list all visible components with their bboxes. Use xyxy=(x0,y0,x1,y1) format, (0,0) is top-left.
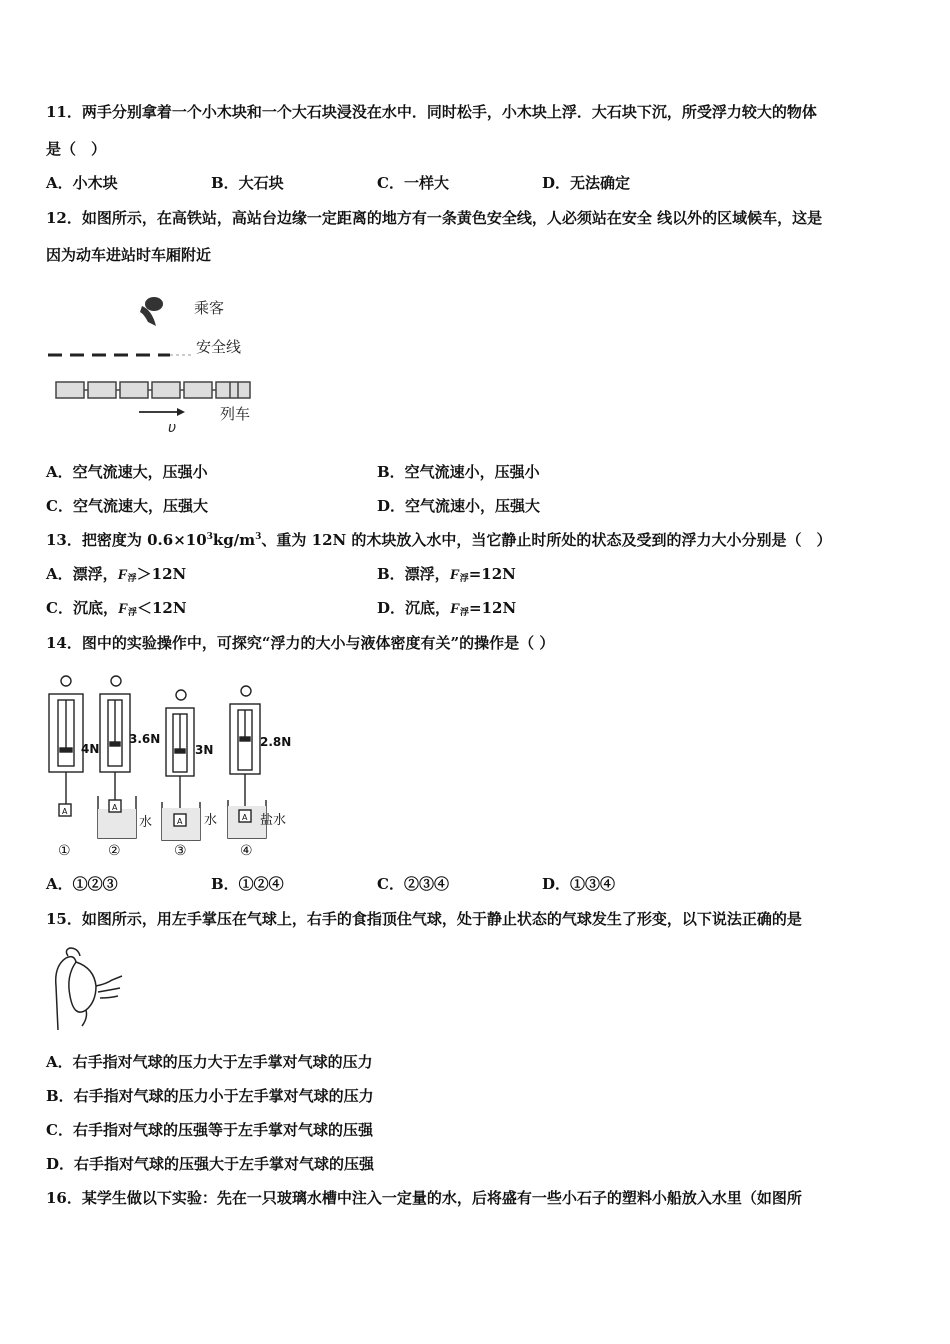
block-2-label: A xyxy=(112,803,118,812)
q12-stem-line1: 12．如图所示，在高铁站，高站台边缘一定距离的地方有一条黄色安全线，人必须站在安全 线以外的区域候车，这是 xyxy=(46,209,823,227)
q15-option-d: D．右手指对气球的压强大于左手掌对气球的压强 xyxy=(46,1155,375,1173)
spring-scale-2 xyxy=(98,676,136,838)
q11-option-d: D．无法确定 xyxy=(542,174,631,192)
q12-option-b: B．空气流速小，压强小 xyxy=(377,463,540,481)
scale-3-reading: 3N xyxy=(195,743,214,757)
q14-option-b: B．①②④ xyxy=(211,875,284,893)
q15-option-a: A．右手指对气球的压力大于左手掌对气球的压力 xyxy=(46,1053,373,1071)
scale-1-reading: 4N xyxy=(81,742,100,756)
train-cars xyxy=(56,382,250,398)
q14-stem: 14．图中的实验操作中，可探究“浮力的大小与液体密度有关”的操作是（ ） xyxy=(46,634,555,652)
q12-option-d: D．空气流速小，压强大 xyxy=(377,497,541,515)
scale-2-reading: 3.6N xyxy=(129,732,161,746)
step-2-label: ② xyxy=(108,843,121,859)
beaker-3-liquid: 水 xyxy=(204,813,218,828)
velocity-label: υ xyxy=(168,420,177,436)
q15-option-b: B．右手指对气球的压力小于左手掌对气球的压力 xyxy=(46,1087,374,1105)
q15-balloon-figure xyxy=(50,946,130,1032)
q11-option-b: B．大石块 xyxy=(211,174,284,192)
passenger-label: 乘客 xyxy=(194,299,225,317)
block-1-label: A xyxy=(62,807,68,816)
q14-option-d: D．①③④ xyxy=(542,875,616,893)
left-hand-fingers xyxy=(66,948,80,956)
train-label: 列车 xyxy=(220,405,251,423)
q12-option-c: C．空气流速大，压强大 xyxy=(46,497,208,515)
spring-scale-1 xyxy=(49,676,83,816)
balloon xyxy=(69,962,96,1012)
q12-stem-line2: 因为动车进站时车厢附近 xyxy=(46,246,212,264)
block-3-label: A xyxy=(177,817,183,826)
q13-option-c: C．沉底，$F_浮<12N$ xyxy=(46,599,187,618)
q11-option-c: C．一样大 xyxy=(377,174,449,192)
beaker-4-liquid: 盐水 xyxy=(260,813,287,828)
q16-stem: 16．某学生做以下实验：先在一只玻璃水槽中注入一定量的水，后将盛有一些小石子的塑料小船放入水里（如图所 xyxy=(46,1189,802,1207)
scale-4-reading: 2.8N xyxy=(260,735,292,749)
step-4-label: ④ xyxy=(240,843,253,859)
q11-stem-line1: 11．两手分别拿着一个小木块和一个大石块浸没在水中．同时松手，小木块上浮．大石块下沉，所受浮力较大的物体 xyxy=(46,103,817,121)
q15-option-c: C．右手指对气球的压强等于左手掌对气球的压强 xyxy=(46,1121,373,1139)
right-hand-finger xyxy=(96,976,122,998)
step-3-label: ③ xyxy=(174,843,187,859)
q11-option-a: A．小木块 xyxy=(46,174,118,192)
beaker-2-liquid: 水 xyxy=(139,815,153,830)
block-4-label: A xyxy=(242,813,248,822)
q13-option-d: D．沉底，$F_浮=12N$ xyxy=(377,599,517,618)
q14-option-c: C．②③④ xyxy=(377,875,449,893)
safety-line-label: 安全线 xyxy=(196,338,242,356)
passenger-figure xyxy=(140,297,163,326)
q11-stem-line2: 是（ ） xyxy=(46,140,107,158)
velocity-arrow-head xyxy=(177,408,185,416)
q13-option-a: A．漂浮，$F_浮>12N$ xyxy=(46,565,187,584)
q13-option-b: B．漂浮，$F_浮=12N$ xyxy=(377,565,516,584)
q14-option-a: A．①②③ xyxy=(46,875,118,893)
q14-figure xyxy=(44,672,306,860)
q12-figure xyxy=(44,288,264,440)
step-1-label: ① xyxy=(58,843,71,859)
q15-stem: 15．如图所示，用左手掌压在气球上，右手的食指顶住气球，处于静止状态的气球发生了形变，以下说法正确的是 xyxy=(46,910,802,928)
q12-option-a: A．空气流速大，压强小 xyxy=(46,463,208,481)
q13-stem: 13．把密度为 $0.6\times 10^3kg/m^3$、重为 12N 的木块放入水中，当它静止时所处的状态及受到的浮力大小分别是（ ） xyxy=(46,531,832,549)
